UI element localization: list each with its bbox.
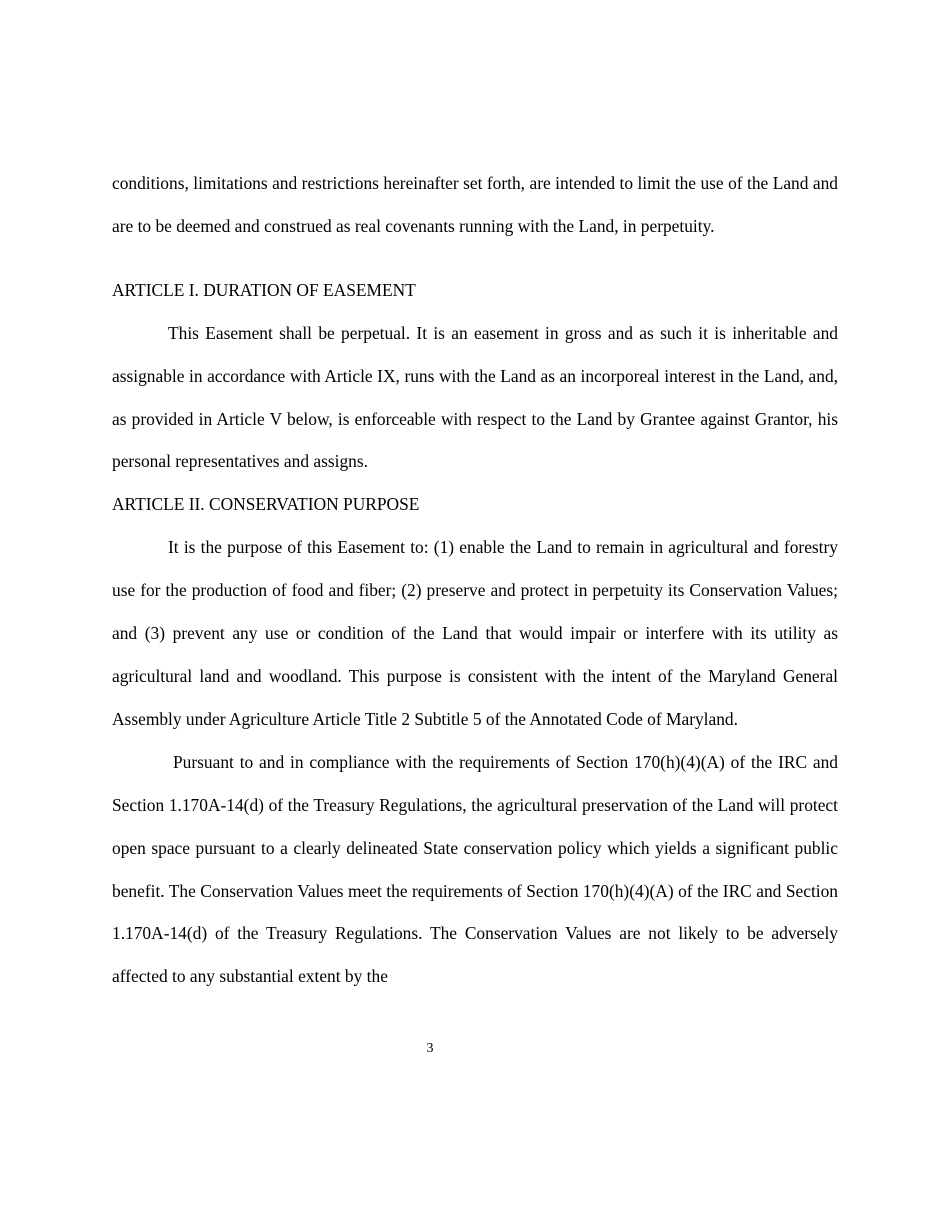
paragraph-compliance: Pursuant to and in compliance with the requirements of Section 170(h)(4)(A) of the IRC and Section 1.170A-14(d) of the Treasury Regulations, the agricultural preservation of the Land will protect open space pursuant to a clearly delineated State conservation policy which yields a significant public benefit. The Conservation Values meet the requirements of Section 170(h)(4)(A) of the IRC and Section 1.170A-14(d) of the Treasury Regulations. The Conservation Values are not likely to be adversely affected to any substantial extent by the xyxy=(112,751,838,987)
paragraph-continuation: conditions, limitations and restrictions hereinafter set forth, are intended to limit the use of the Land and are to be deemed and construed as real covenants running with the Land, in perpetuity. xyxy=(112,173,838,236)
paragraph-purpose: It is the purpose of this Easement to: (1) enable the Land to remain in agricultural and forestry use for the production of food and fiber; (2) preserve and protect in perpetuity its Conservation Values; and (3) prevent any use or condition of the Land that would impair or interfere with its utility as agricultural land and woodland. This purpose is consistent with the intent of the Maryland General Assembly under Agriculture Article Title 2 Subtitle 5 of the Annotated Code of Maryland. xyxy=(112,537,838,729)
document-page xyxy=(112,162,838,998)
heading-article-2: ARTICLE II. CONSERVATION PURPOSE xyxy=(112,494,420,515)
page-number: 3 xyxy=(426,1041,434,1056)
heading-article-1: ARTICLE I. DURATION OF EASEMENT xyxy=(112,279,416,300)
paragraph-duration: This Easement shall be perpetual. It is an easement in gross and as such it is inheritable and assignable in accordance with Article IX, runs with the Land as an incorporeal interest in the Land, and, as provided in Article V below, is enforceable with respect to the Land by Grantee against Grantor, his personal representatives and assigns. xyxy=(112,322,838,472)
